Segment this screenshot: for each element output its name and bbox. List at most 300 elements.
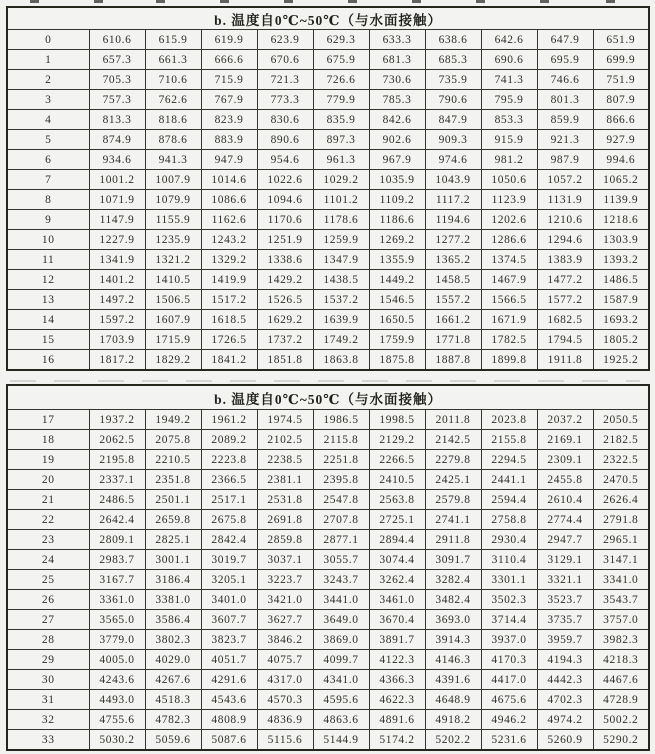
table-row xyxy=(7,570,649,590)
value-cell: 1329.2 xyxy=(201,250,257,270)
value-cell: 721.3 xyxy=(257,70,313,90)
value-cell: 2983.7 xyxy=(89,550,145,570)
row-label: 19 xyxy=(7,450,89,470)
row-label: 15 xyxy=(7,330,89,350)
value-cell: 878.6 xyxy=(145,130,201,150)
table-row xyxy=(7,410,649,430)
row-label: 7 xyxy=(7,170,89,190)
value-cell: 710.6 xyxy=(145,70,201,90)
row-label: 25 xyxy=(7,570,89,590)
value-cell: 921.3 xyxy=(537,130,593,150)
value-cell: 3037.1 xyxy=(257,550,313,570)
value-cell: 3262.4 xyxy=(369,570,425,590)
value-cell: 1269.2 xyxy=(369,230,425,250)
value-cell: 2774.4 xyxy=(537,510,593,530)
value-cell: 2579.8 xyxy=(425,490,481,510)
value-cell: 2251.8 xyxy=(313,450,369,470)
value-cell: 4029.0 xyxy=(145,650,201,670)
table-header-row xyxy=(7,7,649,30)
value-cell: 767.9 xyxy=(201,90,257,110)
value-cell: 2930.4 xyxy=(481,530,537,550)
value-cell: 954.6 xyxy=(257,150,313,170)
value-cell: 1186.6 xyxy=(369,210,425,230)
value-cell: 615.9 xyxy=(145,30,201,50)
value-cell: 619.9 xyxy=(201,30,257,50)
value-cell: 2102.5 xyxy=(257,430,313,450)
value-cell: 2825.1 xyxy=(145,530,201,550)
value-cell: 2155.8 xyxy=(481,430,537,450)
table-row xyxy=(7,490,649,510)
value-cell: 1693.2 xyxy=(593,310,649,330)
value-cell: 3321.1 xyxy=(537,570,593,590)
value-cell: 2517.1 xyxy=(201,490,257,510)
row-label: 18 xyxy=(7,430,89,450)
table-row xyxy=(7,70,649,90)
value-cell: 1218.6 xyxy=(593,210,649,230)
row-label: 23 xyxy=(7,530,89,550)
value-cell: 2309.1 xyxy=(537,450,593,470)
value-cell: 2547.8 xyxy=(313,490,369,510)
value-cell: 661.3 xyxy=(145,50,201,70)
value-cell: 1117.2 xyxy=(425,190,481,210)
value-cell: 1235.9 xyxy=(145,230,201,250)
table-row xyxy=(7,290,649,310)
value-cell: 2129.2 xyxy=(369,430,425,450)
tick-mark xyxy=(94,0,103,3)
value-cell: 3670.4 xyxy=(369,610,425,630)
value-cell: 1749.2 xyxy=(313,330,369,350)
value-cell: 2279.8 xyxy=(425,450,481,470)
table-row xyxy=(7,110,649,130)
row-label: 20 xyxy=(7,470,89,490)
value-cell: 1210.6 xyxy=(537,210,593,230)
value-cell: 3282.4 xyxy=(425,570,481,590)
table-row xyxy=(7,550,649,570)
value-cell: 807.9 xyxy=(593,90,649,110)
value-cell: 874.9 xyxy=(89,130,145,150)
value-cell: 3074.4 xyxy=(369,550,425,570)
value-cell: 1986.5 xyxy=(313,410,369,430)
value-cell: 974.6 xyxy=(425,150,481,170)
value-cell: 813.3 xyxy=(89,110,145,130)
value-cell: 1517.2 xyxy=(201,290,257,310)
value-cell: 1911.8 xyxy=(537,350,593,371)
value-cell: 1817.2 xyxy=(89,350,145,371)
value-cell: 4467.6 xyxy=(593,670,649,690)
value-cell: 2366.5 xyxy=(201,470,257,490)
value-cell: 1639.9 xyxy=(313,310,369,330)
value-cell: 5290.2 xyxy=(593,730,649,751)
value-cell: 1650.5 xyxy=(369,310,425,330)
row-label: 33 xyxy=(7,730,89,751)
value-cell: 2859.8 xyxy=(257,530,313,550)
tick-mark xyxy=(30,0,39,3)
value-cell: 4728.9 xyxy=(593,690,649,710)
value-cell: 2351.8 xyxy=(145,470,201,490)
value-cell: 1393.2 xyxy=(593,250,649,270)
table-row xyxy=(7,350,649,371)
value-cell: 1458.5 xyxy=(425,270,481,290)
value-cell: 981.2 xyxy=(481,150,537,170)
value-cell: 4946.2 xyxy=(481,710,537,730)
scan-artifact-ticks xyxy=(6,0,649,3)
value-cell: 1477.2 xyxy=(537,270,593,290)
row-label: 29 xyxy=(7,650,89,670)
table-row xyxy=(7,50,649,70)
value-cell: 4417.0 xyxy=(481,670,537,690)
value-cell: 1139.9 xyxy=(593,190,649,210)
vapor-pressure-table-lower xyxy=(6,384,650,751)
tick-mark xyxy=(348,0,357,3)
value-cell: 2947.7 xyxy=(537,530,593,550)
value-cell: 1597.2 xyxy=(89,310,145,330)
value-cell: 785.3 xyxy=(369,90,425,110)
value-cell: 1374.5 xyxy=(481,250,537,270)
value-cell: 3441.0 xyxy=(313,590,369,610)
value-cell: 2089.2 xyxy=(201,430,257,450)
value-cell: 4648.9 xyxy=(425,690,481,710)
tick-mark xyxy=(156,0,165,3)
value-cell: 3959.7 xyxy=(537,630,593,650)
value-cell: 1086.6 xyxy=(201,190,257,210)
value-cell: 1014.6 xyxy=(201,170,257,190)
value-cell: 2642.4 xyxy=(89,510,145,530)
value-cell: 2441.1 xyxy=(481,470,537,490)
row-label: 11 xyxy=(7,250,89,270)
value-cell: 795.9 xyxy=(481,90,537,110)
value-cell: 1661.2 xyxy=(425,310,481,330)
value-cell: 773.3 xyxy=(257,90,313,110)
value-cell: 3982.3 xyxy=(593,630,649,650)
value-cell: 3714.4 xyxy=(481,610,537,630)
value-cell: 2809.1 xyxy=(89,530,145,550)
value-cell: 2455.8 xyxy=(537,470,593,490)
value-cell: 2965.1 xyxy=(593,530,649,550)
value-cell: 4836.9 xyxy=(257,710,313,730)
value-cell: 1131.9 xyxy=(537,190,593,210)
value-cell: 3223.7 xyxy=(257,570,313,590)
value-cell: 4570.3 xyxy=(257,690,313,710)
value-cell: 699.9 xyxy=(593,50,649,70)
row-label: 26 xyxy=(7,590,89,610)
value-cell: 3914.3 xyxy=(425,630,481,650)
value-cell: 1294.6 xyxy=(537,230,593,250)
value-cell: 4170.3 xyxy=(481,650,537,670)
value-cell: 1467.9 xyxy=(481,270,537,290)
value-cell: 730.6 xyxy=(369,70,425,90)
value-cell: 690.6 xyxy=(481,50,537,70)
value-cell: 4918.2 xyxy=(425,710,481,730)
tick-mark xyxy=(284,0,293,3)
value-cell: 5174.2 xyxy=(369,730,425,751)
value-cell: 4194.3 xyxy=(537,650,593,670)
value-cell: 1671.9 xyxy=(481,310,537,330)
row-label: 10 xyxy=(7,230,89,250)
value-cell: 1961.2 xyxy=(201,410,257,430)
row-label: 2 xyxy=(7,70,89,90)
value-cell: 2169.1 xyxy=(537,430,593,450)
value-cell: 3129.1 xyxy=(537,550,593,570)
value-cell: 3186.4 xyxy=(145,570,201,590)
value-cell: 3693.0 xyxy=(425,610,481,630)
value-cell: 842.6 xyxy=(369,110,425,130)
value-cell: 4366.3 xyxy=(369,670,425,690)
value-cell: 3019.7 xyxy=(201,550,257,570)
value-cell: 4702.3 xyxy=(537,690,593,710)
value-cell: 4755.6 xyxy=(89,710,145,730)
value-cell: 2470.5 xyxy=(593,470,649,490)
value-cell: 2337.1 xyxy=(89,470,145,490)
value-cell: 1726.5 xyxy=(201,330,257,350)
value-cell: 915.9 xyxy=(481,130,537,150)
value-cell: 735.9 xyxy=(425,70,481,90)
value-cell: 779.9 xyxy=(313,90,369,110)
value-cell: 1546.5 xyxy=(369,290,425,310)
value-cell: 1365.2 xyxy=(425,250,481,270)
row-label: 30 xyxy=(7,670,89,690)
value-cell: 2531.8 xyxy=(257,490,313,510)
value-cell: 934.6 xyxy=(89,150,145,170)
value-cell: 3757.0 xyxy=(593,610,649,630)
value-cell: 1065.2 xyxy=(593,170,649,190)
value-cell: 1974.5 xyxy=(257,410,313,430)
value-cell: 705.3 xyxy=(89,70,145,90)
value-cell: 1259.9 xyxy=(313,230,369,250)
value-cell: 818.6 xyxy=(145,110,201,130)
value-cell: 726.6 xyxy=(313,70,369,90)
value-cell: 801.3 xyxy=(537,90,593,110)
row-label: 3 xyxy=(7,90,89,110)
value-cell: 1277.2 xyxy=(425,230,481,250)
value-cell: 1587.9 xyxy=(593,290,649,310)
value-cell: 2395.8 xyxy=(313,470,369,490)
value-cell: 1050.6 xyxy=(481,170,537,190)
value-cell: 1170.6 xyxy=(257,210,313,230)
value-cell: 675.9 xyxy=(313,50,369,70)
value-cell: 2594.4 xyxy=(481,490,537,510)
value-cell: 2741.1 xyxy=(425,510,481,530)
value-cell: 3627.7 xyxy=(257,610,313,630)
value-cell: 2195.8 xyxy=(89,450,145,470)
value-cell: 4782.3 xyxy=(145,710,201,730)
value-cell: 1401.2 xyxy=(89,270,145,290)
value-cell: 1101.2 xyxy=(313,190,369,210)
row-label: 32 xyxy=(7,710,89,730)
row-label: 5 xyxy=(7,130,89,150)
value-cell: 2062.5 xyxy=(89,430,145,450)
value-cell: 2182.5 xyxy=(593,430,649,450)
value-cell: 987.9 xyxy=(537,150,593,170)
table-row xyxy=(7,170,649,190)
value-cell: 762.6 xyxy=(145,90,201,110)
value-cell: 1071.9 xyxy=(89,190,145,210)
value-cell: 4243.6 xyxy=(89,670,145,690)
value-cell: 2238.5 xyxy=(257,450,313,470)
table-row xyxy=(7,430,649,450)
value-cell: 2725.1 xyxy=(369,510,425,530)
value-cell: 4122.3 xyxy=(369,650,425,670)
value-cell: 3565.0 xyxy=(89,610,145,630)
value-cell: 1410.5 xyxy=(145,270,201,290)
value-cell: 623.9 xyxy=(257,30,313,50)
value-cell: 4543.6 xyxy=(201,690,257,710)
value-cell: 830.6 xyxy=(257,110,313,130)
value-cell: 4051.7 xyxy=(201,650,257,670)
value-cell: 647.9 xyxy=(537,30,593,50)
value-cell: 1526.5 xyxy=(257,290,313,310)
value-cell: 746.6 xyxy=(537,70,593,90)
value-cell: 4675.6 xyxy=(481,690,537,710)
value-cell: 5260.9 xyxy=(537,730,593,751)
value-cell: 2410.5 xyxy=(369,470,425,490)
value-cell: 3110.4 xyxy=(481,550,537,570)
row-label: 28 xyxy=(7,630,89,650)
tick-mark xyxy=(476,0,485,3)
value-cell: 1682.5 xyxy=(537,310,593,330)
value-cell: 1715.9 xyxy=(145,330,201,350)
value-cell: 4493.0 xyxy=(89,690,145,710)
value-cell: 1887.8 xyxy=(425,350,481,371)
value-cell: 2037.2 xyxy=(537,410,593,430)
value-cell: 3341.0 xyxy=(593,570,649,590)
value-cell: 1737.2 xyxy=(257,330,313,350)
value-cell: 5202.2 xyxy=(425,730,481,751)
value-cell: 3502.3 xyxy=(481,590,537,610)
value-cell: 715.9 xyxy=(201,70,257,90)
value-cell: 1486.5 xyxy=(593,270,649,290)
value-cell: 2894.4 xyxy=(369,530,425,550)
value-cell: 3001.1 xyxy=(145,550,201,570)
value-cell: 1497.2 xyxy=(89,290,145,310)
table-row xyxy=(7,30,649,50)
value-cell: 3543.7 xyxy=(593,590,649,610)
row-label: 4 xyxy=(7,110,89,130)
scan-smudge-line xyxy=(10,380,640,382)
table-row xyxy=(7,470,649,490)
table-row xyxy=(7,630,649,650)
value-cell: 1438.5 xyxy=(313,270,369,290)
row-label: 13 xyxy=(7,290,89,310)
value-cell: 2210.5 xyxy=(145,450,201,470)
value-cell: 2486.5 xyxy=(89,490,145,510)
tick-mark xyxy=(540,0,549,3)
value-cell: 4622.3 xyxy=(369,690,425,710)
value-cell: 1043.9 xyxy=(425,170,481,190)
value-cell: 1155.9 xyxy=(145,210,201,230)
value-cell: 3523.7 xyxy=(537,590,593,610)
value-cell: 1079.9 xyxy=(145,190,201,210)
value-cell: 5059.6 xyxy=(145,730,201,751)
value-cell: 685.3 xyxy=(425,50,481,70)
value-cell: 1759.9 xyxy=(369,330,425,350)
value-cell: 5144.9 xyxy=(313,730,369,751)
table-row xyxy=(7,710,649,730)
value-cell: 1109.2 xyxy=(369,190,425,210)
value-cell: 1506.5 xyxy=(145,290,201,310)
value-cell: 835.9 xyxy=(313,110,369,130)
value-cell: 4518.3 xyxy=(145,690,201,710)
value-cell: 1035.9 xyxy=(369,170,425,190)
value-cell: 1449.2 xyxy=(369,270,425,290)
value-cell: 3401.0 xyxy=(201,590,257,610)
value-cell: 1429.2 xyxy=(257,270,313,290)
value-cell: 757.3 xyxy=(89,90,145,110)
tick-mark xyxy=(412,0,421,3)
table-body-upper xyxy=(7,30,649,371)
table-row xyxy=(7,690,649,710)
row-label: 22 xyxy=(7,510,89,530)
row-label: 31 xyxy=(7,690,89,710)
value-cell: 3055.7 xyxy=(313,550,369,570)
value-cell: 3846.2 xyxy=(257,630,313,650)
table-row xyxy=(7,610,649,630)
table-row xyxy=(7,450,649,470)
value-cell: 3482.4 xyxy=(425,590,481,610)
value-cell: 4005.0 xyxy=(89,650,145,670)
value-cell: 5115.6 xyxy=(257,730,313,751)
value-cell: 3586.4 xyxy=(145,610,201,630)
value-cell: 1829.2 xyxy=(145,350,201,371)
value-cell: 3869.0 xyxy=(313,630,369,650)
row-label: 0 xyxy=(7,30,89,50)
value-cell: 629.3 xyxy=(313,30,369,50)
table-row xyxy=(7,730,649,751)
value-cell: 1178.6 xyxy=(313,210,369,230)
value-cell: 1566.5 xyxy=(481,290,537,310)
value-cell: 1022.6 xyxy=(257,170,313,190)
value-cell: 695.9 xyxy=(537,50,593,70)
value-cell: 3823.7 xyxy=(201,630,257,650)
value-cell: 2142.5 xyxy=(425,430,481,450)
value-cell: 1629.2 xyxy=(257,310,313,330)
value-cell: 4595.6 xyxy=(313,690,369,710)
value-cell: 1557.2 xyxy=(425,290,481,310)
value-cell: 1321.2 xyxy=(145,250,201,270)
value-cell: 2758.8 xyxy=(481,510,537,530)
value-cell: 4391.6 xyxy=(425,670,481,690)
value-cell: 4317.0 xyxy=(257,670,313,690)
row-label: 6 xyxy=(7,150,89,170)
value-cell: 947.9 xyxy=(201,150,257,170)
value-cell: 5030.2 xyxy=(89,730,145,751)
vapor-pressure-table-upper xyxy=(6,6,650,371)
value-cell: 1794.5 xyxy=(537,330,593,350)
value-cell: 2501.1 xyxy=(145,490,201,510)
value-cell: 1347.9 xyxy=(313,250,369,270)
value-cell: 1851.8 xyxy=(257,350,313,371)
row-label: 12 xyxy=(7,270,89,290)
value-cell: 2659.8 xyxy=(145,510,201,530)
value-cell: 3421.0 xyxy=(257,590,313,610)
value-cell: 4075.7 xyxy=(257,650,313,670)
value-cell: 859.9 xyxy=(537,110,593,130)
value-cell: 994.6 xyxy=(593,150,649,170)
value-cell: 883.9 xyxy=(201,130,257,150)
value-cell: 1227.9 xyxy=(89,230,145,250)
table-row xyxy=(7,310,649,330)
value-cell: 4442.3 xyxy=(537,670,593,690)
value-cell: 866.6 xyxy=(593,110,649,130)
value-cell: 4974.2 xyxy=(537,710,593,730)
value-cell: 638.6 xyxy=(425,30,481,50)
row-label: 14 xyxy=(7,310,89,330)
value-cell: 741.3 xyxy=(481,70,537,90)
value-cell: 4267.6 xyxy=(145,670,201,690)
value-cell: 3461.0 xyxy=(369,590,425,610)
value-cell: 1007.9 xyxy=(145,170,201,190)
value-cell: 2115.8 xyxy=(313,430,369,450)
row-label: 1 xyxy=(7,50,89,70)
